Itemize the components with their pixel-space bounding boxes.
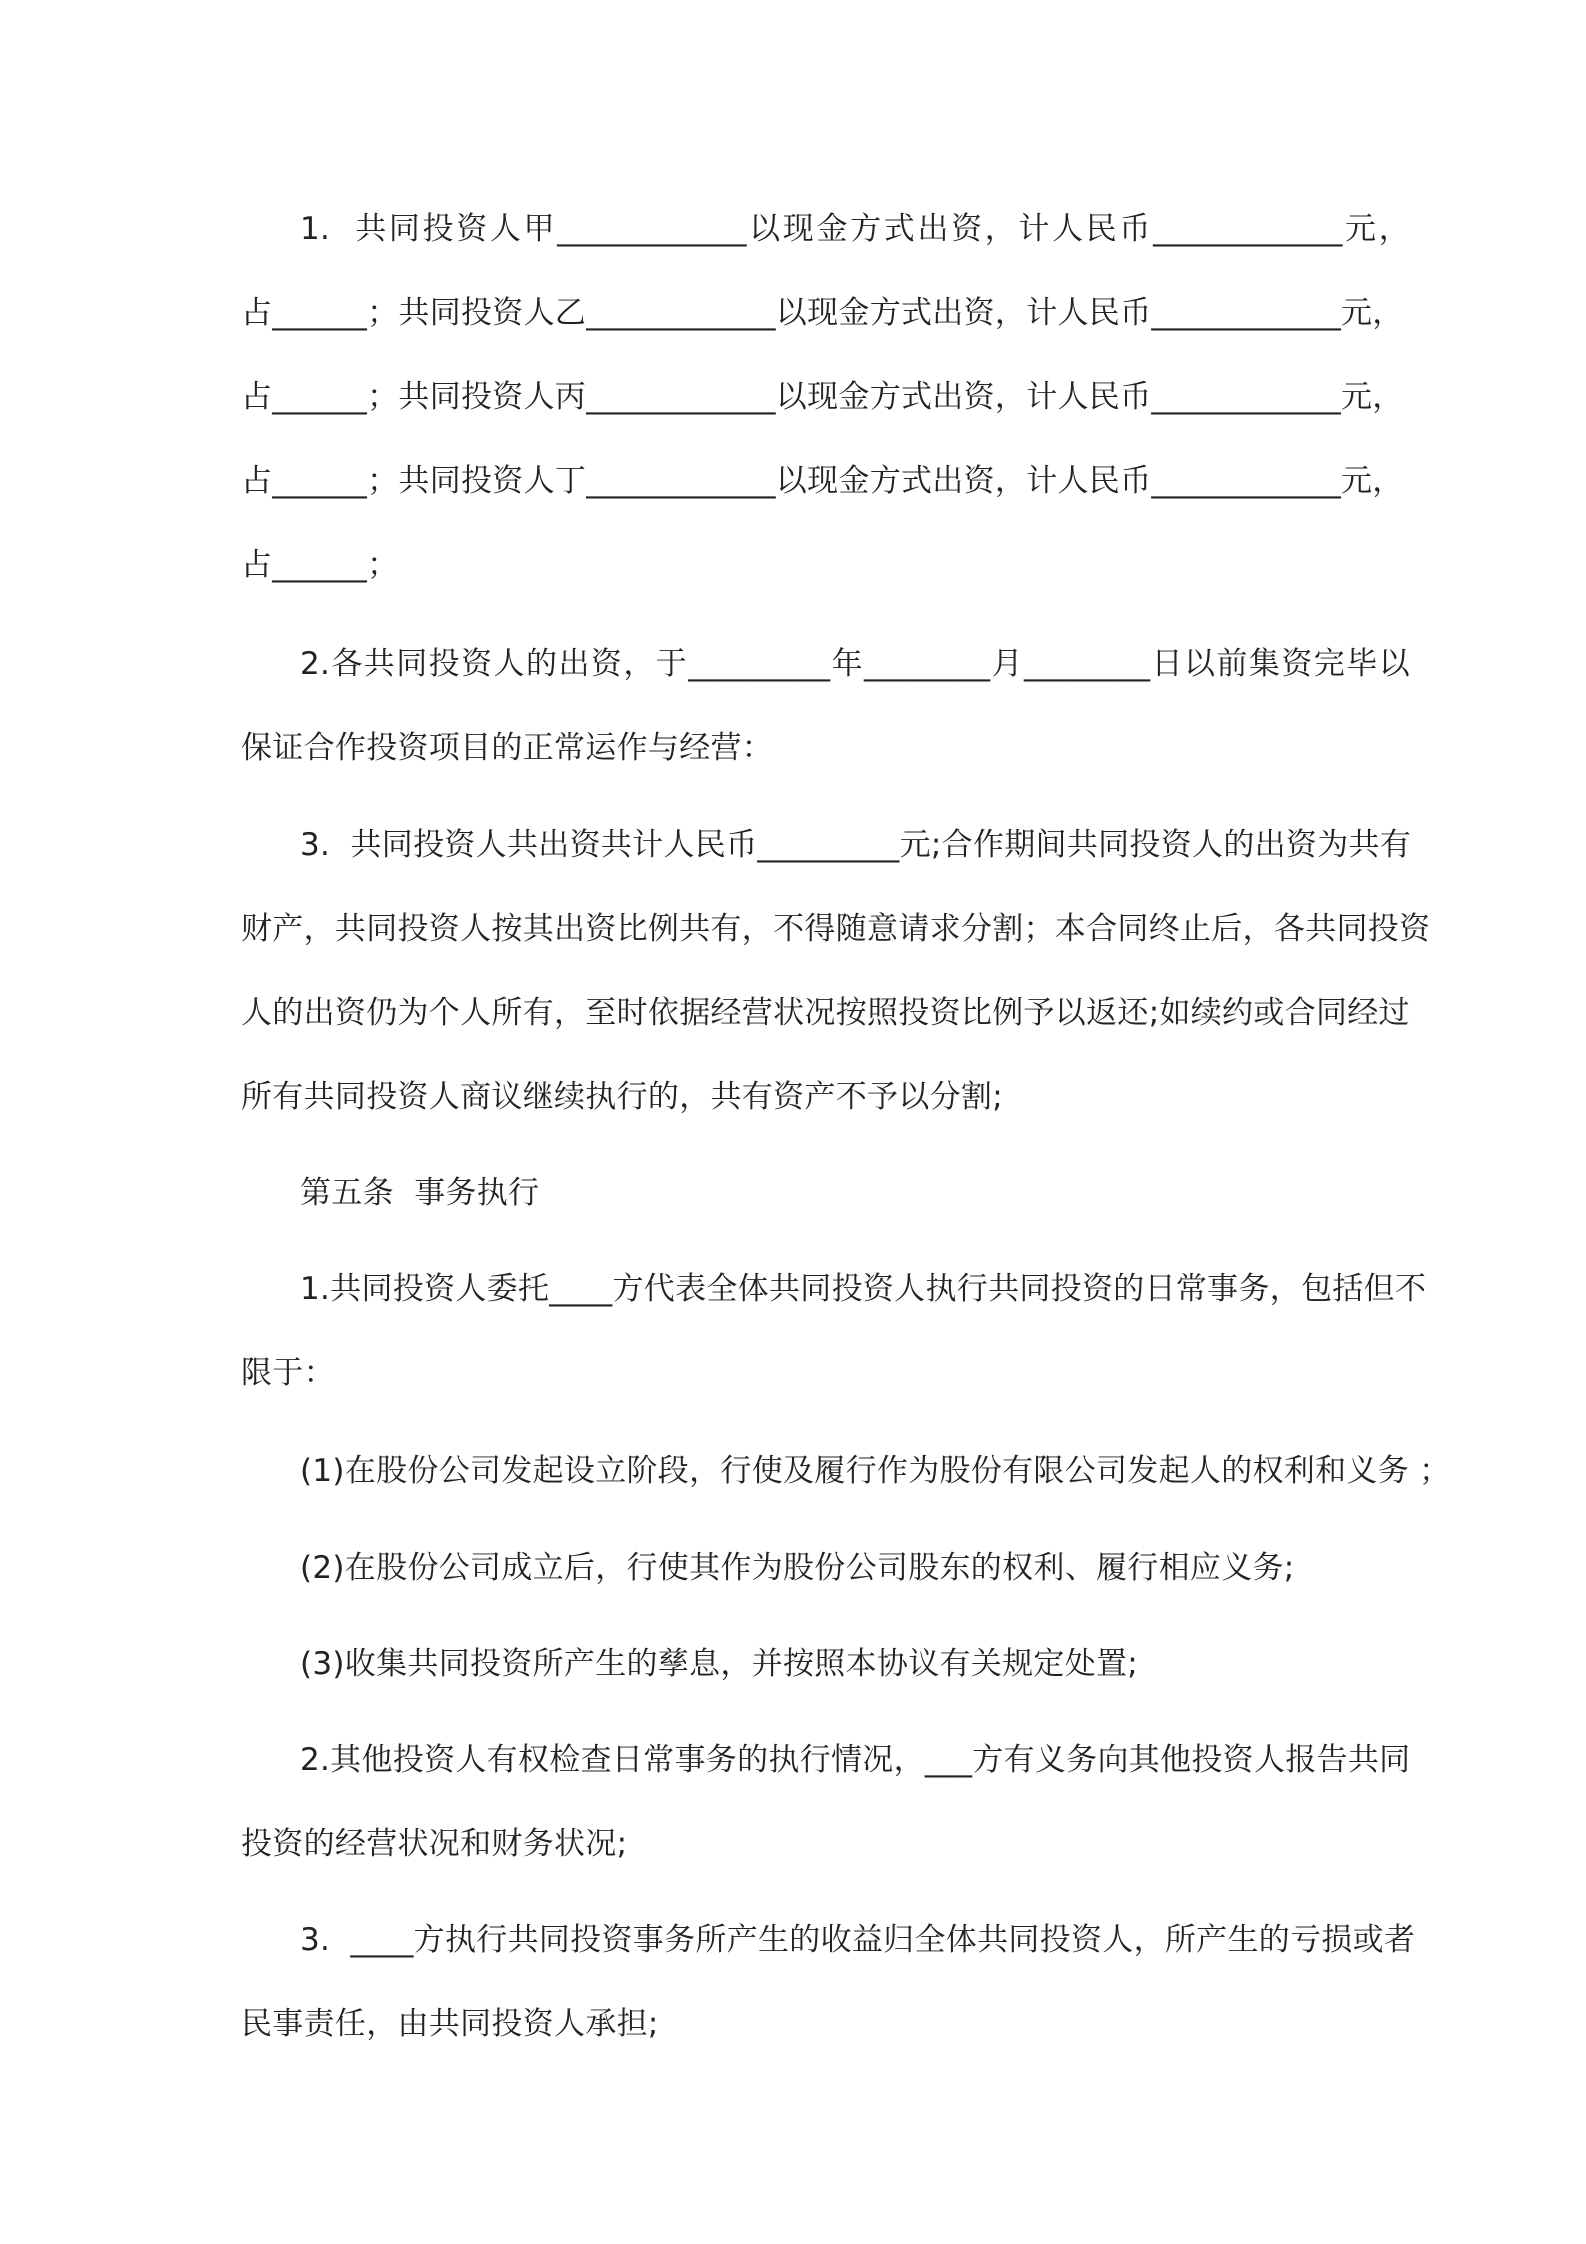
paragraph-1-line-4: 占______；共同投资人丁____________以现金方式出资，计人民币____________元，	[241, 463, 1404, 499]
paragraph-6-line-2: 民事责任，由共同投资人承担;	[241, 2006, 659, 2042]
paragraph-1-line-3: 占______；共同投资人丙____________以现金方式出资，计人民币____________元，	[241, 379, 1404, 415]
paragraph-5-line-2: 投资的经营状况和财务状况;	[241, 1826, 628, 1862]
section-heading: 第五条 事务执行	[300, 1175, 540, 1211]
list-item-1: (1)在股份公司发起设立阶段，行使及履行作为股份有限公司发起人的权利和义务 ；	[300, 1453, 1451, 1489]
list-item-2: (2)在股份公司成立后，行使其作为股份公司股东的权利、履行相应义务;	[300, 1550, 1295, 1586]
list-item-3: (3)收集共同投资所产生的孳息，并按照本协议有关规定处置;	[300, 1646, 1139, 1682]
paragraph-4-line-2: 限于：	[241, 1355, 335, 1391]
paragraph-3-line-3: 人的出资仍为个人所有，至时依据经营状况按照投资比例予以返还;如续约或合同经过	[241, 995, 1410, 1031]
paragraph-2-line-2: 保证合作投资项目的正常运作与经营：	[241, 730, 774, 766]
paragraph-3-line-4: 所有共同投资人商议继续执行的，共有资产不予以分割;	[241, 1079, 1003, 1115]
paragraph-1-line-2: 占______；共同投资人乙____________以现金方式出资，计人民币____________元，	[241, 295, 1404, 331]
paragraph-3-line-1: 3. 共同投资人共出资共计人民币_________元;合作期间共同投资人的出资为共有	[300, 827, 1412, 863]
paragraph-6-line-1: 3. ____方执行共同投资事务所产生的收益归全体共同投资人，所产生的亏损或者	[300, 1922, 1416, 1958]
paragraph-3-line-2: 财产，共同投资人按其出资比例共有，不得随意请求分割；本合同终止后，各共同投资	[241, 911, 1431, 947]
paragraph-5-line-1: 2.其他投资人有权检查日常事务的执行情况，___方有义务向其他投资人报告共同	[300, 1742, 1411, 1778]
paragraph-1-line-1: 1. 共同投资人甲____________以现金方式出资，计人民币____________元，	[300, 211, 1410, 247]
paragraph-4-line-1: 1.共同投资人委托____方代表全体共同投资人执行共同投资的日常事务，包括但不	[300, 1271, 1427, 1307]
paragraph-2-line-1: 2.各共同投资人的出资，于_________年________月________日以前集资完毕以	[300, 646, 1410, 682]
paragraph-1-line-5: 占______；	[241, 547, 399, 583]
